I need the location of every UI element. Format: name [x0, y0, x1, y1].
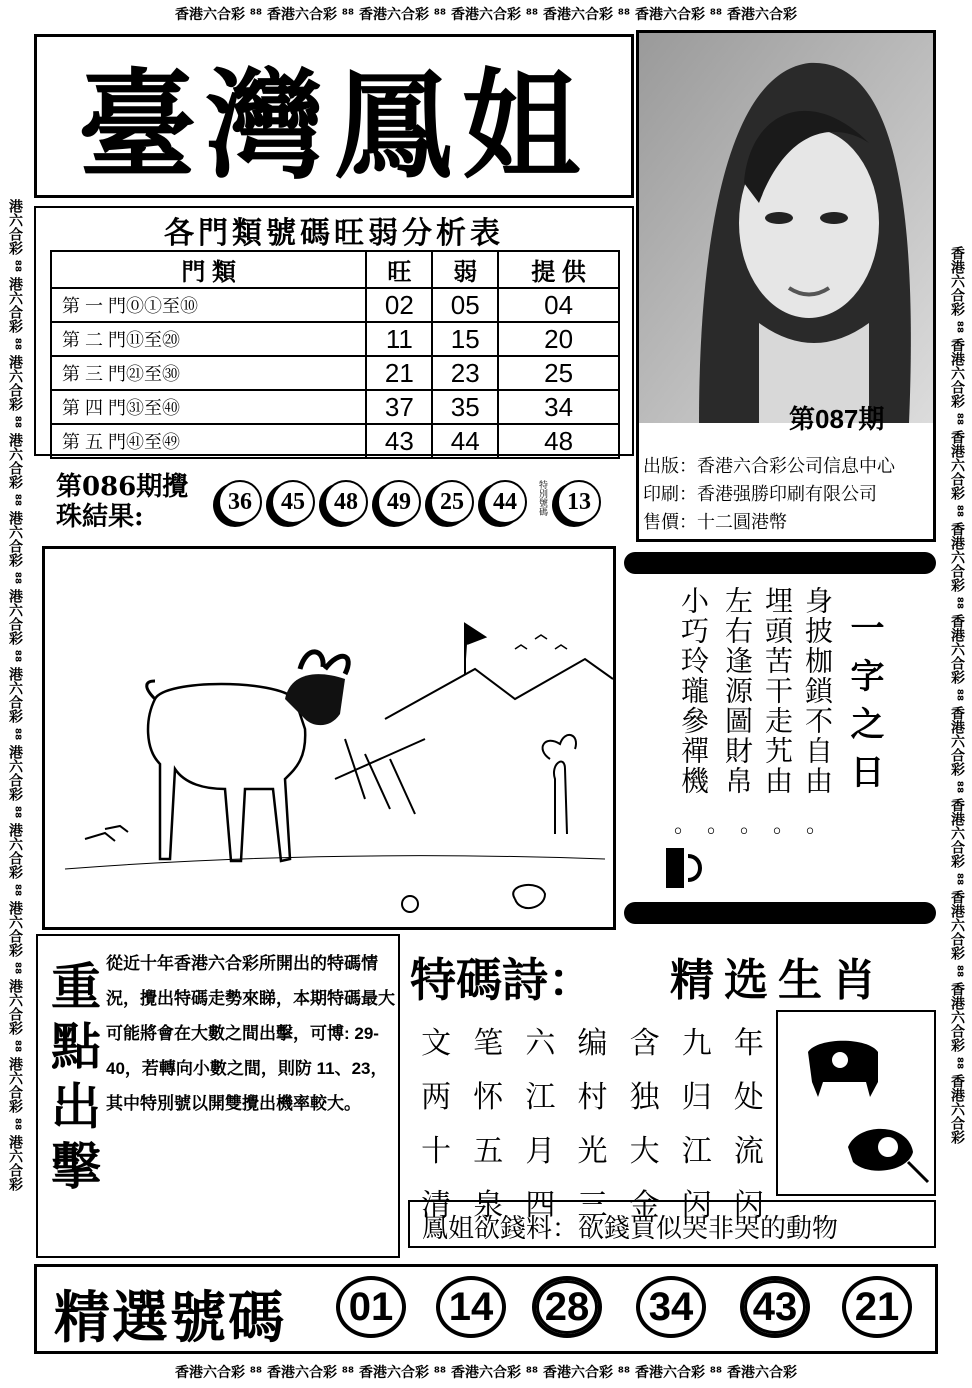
portrait-image [639, 33, 933, 423]
strong-cell: 43 [366, 424, 432, 458]
offer-cell: 20 [498, 322, 619, 356]
riddle-bottom-bar [624, 902, 936, 924]
offer-cell: 48 [498, 424, 619, 458]
publisher-line: 出版：香港六合彩公司信息中心 [643, 456, 895, 477]
poem-char: 闪 [733, 1188, 764, 1223]
table-row [51, 356, 619, 390]
pick-ball: 21 [842, 1276, 912, 1338]
poem-char: 文 [421, 1026, 452, 1061]
riddle-line: 左右逢源圖財帛 [721, 586, 754, 796]
pick-ball: 14 [436, 1276, 506, 1338]
poem-char: 清 [421, 1188, 452, 1223]
illustration-frame [42, 546, 616, 930]
poem-char: 光 [577, 1134, 608, 1169]
poem-char: 村 [577, 1080, 608, 1115]
printer-line: 印刷：香港强勝印刷有限公司 [643, 484, 877, 505]
poem-char: 六 [525, 1026, 556, 1061]
riddle-line: 埋頭苦干走艽由 [761, 586, 794, 796]
result-label: 第086期攪 珠結果: [56, 472, 189, 532]
strong-cell: 11 [366, 322, 432, 356]
riddle-line: 身披枷鎖不自由 [801, 586, 834, 796]
poem-char: 江 [525, 1080, 556, 1115]
money-frame [408, 1200, 936, 1248]
title-box [34, 34, 634, 198]
poem-char: 闪 [681, 1188, 712, 1223]
strong-cell: 37 [366, 390, 432, 424]
zodiac-frame [776, 1010, 936, 1196]
header-door: 門 類 [51, 251, 366, 288]
weak-cell: 44 [432, 424, 498, 458]
table-row [51, 288, 619, 322]
analysis-heading: 各門類號碼旺弱分析表 [164, 216, 504, 251]
photo-panel [636, 30, 936, 542]
offer-cell: 04 [498, 288, 619, 322]
riddle-title: 一字之日 [844, 610, 884, 802]
result-ball: 25 [430, 480, 474, 524]
poem-char: 泉 [473, 1188, 504, 1223]
table-row [51, 322, 619, 356]
poem-char: 编 [577, 1026, 608, 1061]
table-header-row [51, 251, 619, 288]
poem-char: 三 [577, 1188, 608, 1223]
header-offer: 提 供 [498, 251, 619, 288]
poem-char: 笔 [473, 1026, 504, 1061]
top-border-text: 香港六合彩 ⁸⁸ 香港六合彩 ⁸⁸ 香港六合彩 ⁸⁸ 香港六合彩 ⁸⁸ 香港六合彩 ⁸⁸ 香港六合彩 ⁸⁸ 香港六合彩 [174, 7, 798, 23]
poem-char: 归 [681, 1080, 712, 1115]
poem-char: 月 [525, 1134, 556, 1169]
special-number-label: 特別號碼 [537, 480, 547, 516]
offer-cell: 25 [498, 356, 619, 390]
result-ball: 49 [377, 480, 421, 524]
door-cell: 第 二 門⑪至⑳ [51, 322, 366, 356]
offer-cell: 34 [498, 390, 619, 424]
publisher-info [643, 453, 933, 537]
poem-char: 怀 [473, 1080, 504, 1115]
price-line: 售價：十二圓港幣 [643, 512, 787, 533]
picks-label: 精選號碼 [54, 1286, 286, 1351]
focus-paragraph: 從近十年香港六合彩所開出的特碼情況，攪出特碼走勢來睇，本期特碼最大可能將會在大數之間出擊，可博: 29-40，若轉向小數之間，則防 11、23，其中特別號以開雙攪出機率較大。 [106, 954, 395, 1113]
poem-title: 特碼詩： [410, 953, 594, 1007]
poem-char: 金 [629, 1188, 660, 1223]
poem-char: 两 [421, 1080, 452, 1115]
door-cell: 第 四 門㉛至㊵ [51, 390, 366, 424]
riddle-top-bar [624, 552, 936, 574]
result-balls [218, 480, 601, 524]
money-text: 鳳姐欲錢料：欲錢買似哭非哭的動物 [422, 1214, 839, 1244]
issue-number: 第087期 [789, 404, 885, 434]
result-ball: 45 [271, 480, 315, 524]
focus-vertical-title: 重點出擊 [43, 960, 102, 1200]
poem-char: 大 [629, 1134, 660, 1169]
left-border-text: 港六合彩 ⁸⁸ 港六合彩 ⁸⁸ 港六合彩 ⁸⁸ 港六合彩 ⁸⁸ 港六合彩 ⁸⁸ 港六合彩 ⁸⁸ 港六合彩 ⁸⁸ 港六合彩 ⁸⁸ 港六合彩 ⁸⁸ 港六合彩 ⁸⁸ 港六合彩 ⁸⁸ 港六合彩 ⁸⁸ 港六合彩 [7, 198, 23, 1192]
door-cell: 第 五 門㊶至㊾ [51, 424, 366, 458]
table-row [51, 390, 619, 424]
result-ball: 44 [483, 480, 527, 524]
publisher-stamp-icon [664, 846, 708, 890]
weak-cell: 05 [432, 288, 498, 322]
pick-ball: 43 [740, 1276, 810, 1338]
bottom-border-text: 香港六合彩 ⁸⁸ 香港六合彩 ⁸⁸ 香港六合彩 ⁸⁸ 香港六合彩 ⁸⁸ 香港六合彩 ⁸⁸ 香港六合彩 ⁸⁸ 香港六合彩 [174, 1365, 798, 1381]
special-ball: 13 [557, 480, 601, 524]
goat-illustration [45, 549, 613, 927]
weak-cell: 15 [432, 322, 498, 356]
strong-cell: 21 [366, 356, 432, 390]
pick-ball: 34 [636, 1276, 706, 1338]
poem-subtitle: 精选生肖 [670, 955, 886, 1006]
page-title: 臺灣鳳姐 [77, 56, 590, 195]
poem-char: 独 [629, 1080, 660, 1115]
header-strong: 旺 [366, 251, 432, 288]
door-cell: 第 三 門㉑至㉚ [51, 356, 366, 390]
poem-char: 九 [681, 1026, 712, 1061]
poem-char: 五 [473, 1134, 504, 1169]
riddle-line: 小巧玲瓏參禪機 [677, 586, 710, 796]
poem-char: 十 [421, 1134, 452, 1169]
result-ball: 36 [218, 480, 262, 524]
weak-cell: 35 [432, 390, 498, 424]
poem-char: 处 [733, 1080, 764, 1115]
riddle-dots: 。。。。。 [674, 813, 851, 838]
pick-ball: 01 [336, 1276, 406, 1338]
poem-grid [410, 1018, 775, 1224]
poem-char: 年 [733, 1026, 764, 1061]
result-ball: 48 [324, 480, 368, 524]
analysis-table [50, 250, 620, 459]
header-weak: 弱 [432, 251, 498, 288]
strong-cell: 02 [366, 288, 432, 322]
table-row [51, 424, 619, 458]
weak-cell: 23 [432, 356, 498, 390]
poem-char: 四 [525, 1188, 556, 1223]
pick-ball: 28 [532, 1276, 602, 1338]
poem-char: 江 [681, 1134, 712, 1169]
zodiac-animals-illustration [778, 1012, 934, 1194]
poem-char: 流 [733, 1134, 764, 1169]
poem-char: 含 [629, 1026, 660, 1061]
right-border-text: 香港六合彩 ⁸⁸ 香港六合彩 ⁸⁸ 香港六合彩 ⁸⁸ 香港六合彩 ⁸⁸ 香港六合彩 ⁸⁸ 香港六合彩 ⁸⁸ 香港六合彩 ⁸⁸ 香港六合彩 ⁸⁸ 香港六合彩 ⁸⁸ 香港六合彩 [949, 245, 965, 1145]
door-cell: 第 一 門⓪①至⑩ [51, 288, 366, 322]
